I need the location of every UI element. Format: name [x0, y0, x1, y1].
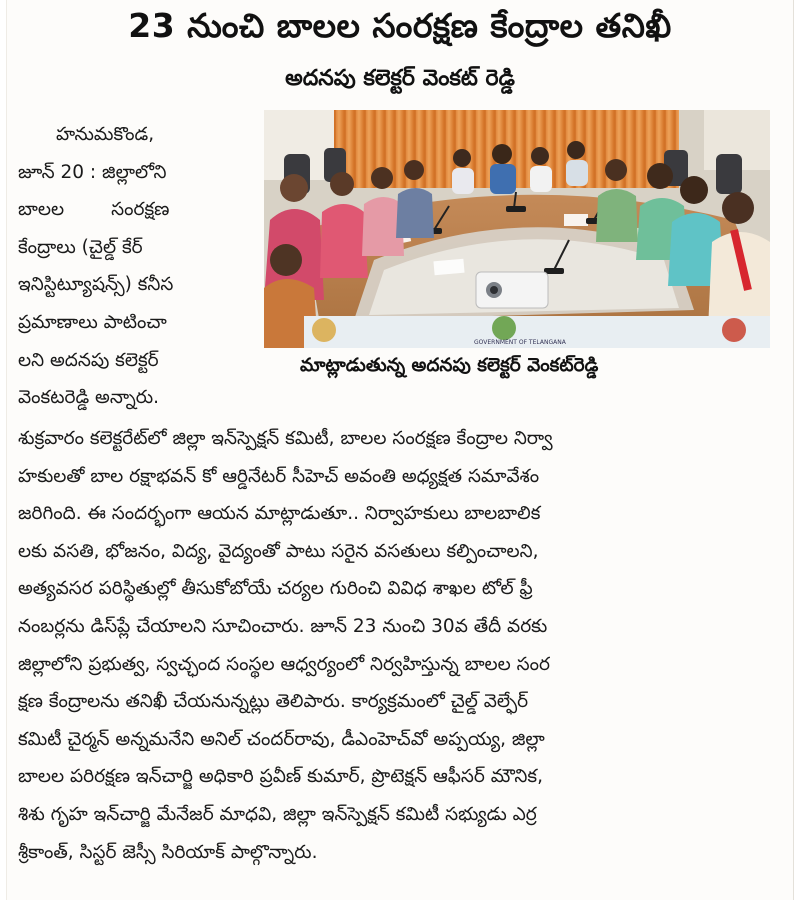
body-line: కమిటీ చైర్మన్ అన్నమనేని అనిల్ చందర్‌రావు, డీఎంహెచ్‌వో అప్పయ్య, జిల్లా — [18, 728, 545, 750]
headline: 23 నుంచి బాలల సంరక్షణ కేంద్రాల తనిఖీ — [128, 6, 672, 45]
body-line: శిశు గృహ ఇన్‌చార్జి మేనేజర్ మాధవి, జిల్లా ఇన్‌స్పెక్షన్ కమిటీ సభ్యుడు ఎర్ర — [18, 803, 537, 825]
lead-paragraph — [18, 116, 250, 417]
lead-line: లని అదనపు కలెక్టర్ — [18, 349, 159, 371]
body-line: శ్రీకాంత్, సిస్టర్ జెస్సీ సిరియాక్ పాల్గొన్నారు. — [18, 841, 318, 863]
photo-caption: మాట్లాడుతున్న అదనపు కలెక్టర్ వెంకట్‌రెడ్డి — [300, 355, 599, 376]
body-line: బాలల పరిరక్షణ ఇన్‌చార్జి అధికారి ప్రవీణ్ కుమార్, ప్రొటెక్షన్ ఆఫీసర్ మౌనిక, — [18, 766, 543, 788]
body-line: హకులతో బాల రక్షాభవన్ కో ఆర్డినేటర్ సీహెచ్ అవంతి అధ్యక్షత సమావేశం — [18, 465, 540, 487]
banner-text: GOVERNMENT OF TELANGANA — [474, 339, 566, 346]
body-line: శుక్రవారం కలెక్టరేట్‌లో జిల్లా ఇన్‌స్పెక్షన్ కమిటీ, బాలల సంరక్షణ కేంద్రాల నిర్వా — [18, 428, 553, 449]
subheadline: అదనపు కలెక్టర్ వెంకట్ రెడ్డి — [285, 66, 515, 91]
meeting-photo — [264, 110, 770, 348]
body-line: నంబర్లను డిస్‌ప్లే చేయాలని సూచించారు. జూన్ 23 నుంచి 30వ తేదీ వరకు — [18, 615, 548, 637]
body-line: జరిగింది. ఈ సందర్భంగా ఆయన మాట్లాడుతూ.. నిర్వాహకులు బాలబాలిక — [18, 503, 541, 525]
lead-line: ప్రమాణాలు పాటించా — [18, 311, 167, 333]
body-line: జిల్లాలోని ప్రభుత్వ, స్వచ్ఛంద సంస్థల ఆధ్వర్యంలో నిర్వహిస్తున్న బాలల సంర — [18, 653, 550, 675]
body-line: అత్యవసర పరిస్థితుల్లో తీసుకోబోయే చర్యల గురించి వివిధ శాఖల టోల్ ఫ్రీ — [18, 578, 533, 600]
body-line: లకు వసతి, భోజనం, విద్య, వైద్యంతో పాటు సరైన వసతులు కల్పించాలని, — [18, 540, 539, 562]
lead-line: జూన్ 20 : జిల్లాలోని — [18, 161, 167, 183]
body-line: క్షణ కేంద్రాలను తనిఖీ చేయనున్నట్లు తెలిపారు. కార్యక్రమంలో చైల్డ్ వెల్ఫేర్ — [18, 691, 529, 713]
lead-line: ఇనిస్టిట్యూషన్స్) కనీస — [18, 274, 174, 296]
lead-line: బాలల సంరక్షణ — [18, 199, 170, 221]
body-paragraph — [18, 420, 776, 871]
lead-line: కేంద్రాలు (చైల్డ్ కేర్ — [18, 236, 143, 258]
meeting-photo-illustration — [264, 110, 770, 348]
lead-line: వెంకటరెడ్డి అన్నారు. — [18, 387, 160, 409]
lead-line: హనుమకొండ, — [56, 124, 155, 145]
